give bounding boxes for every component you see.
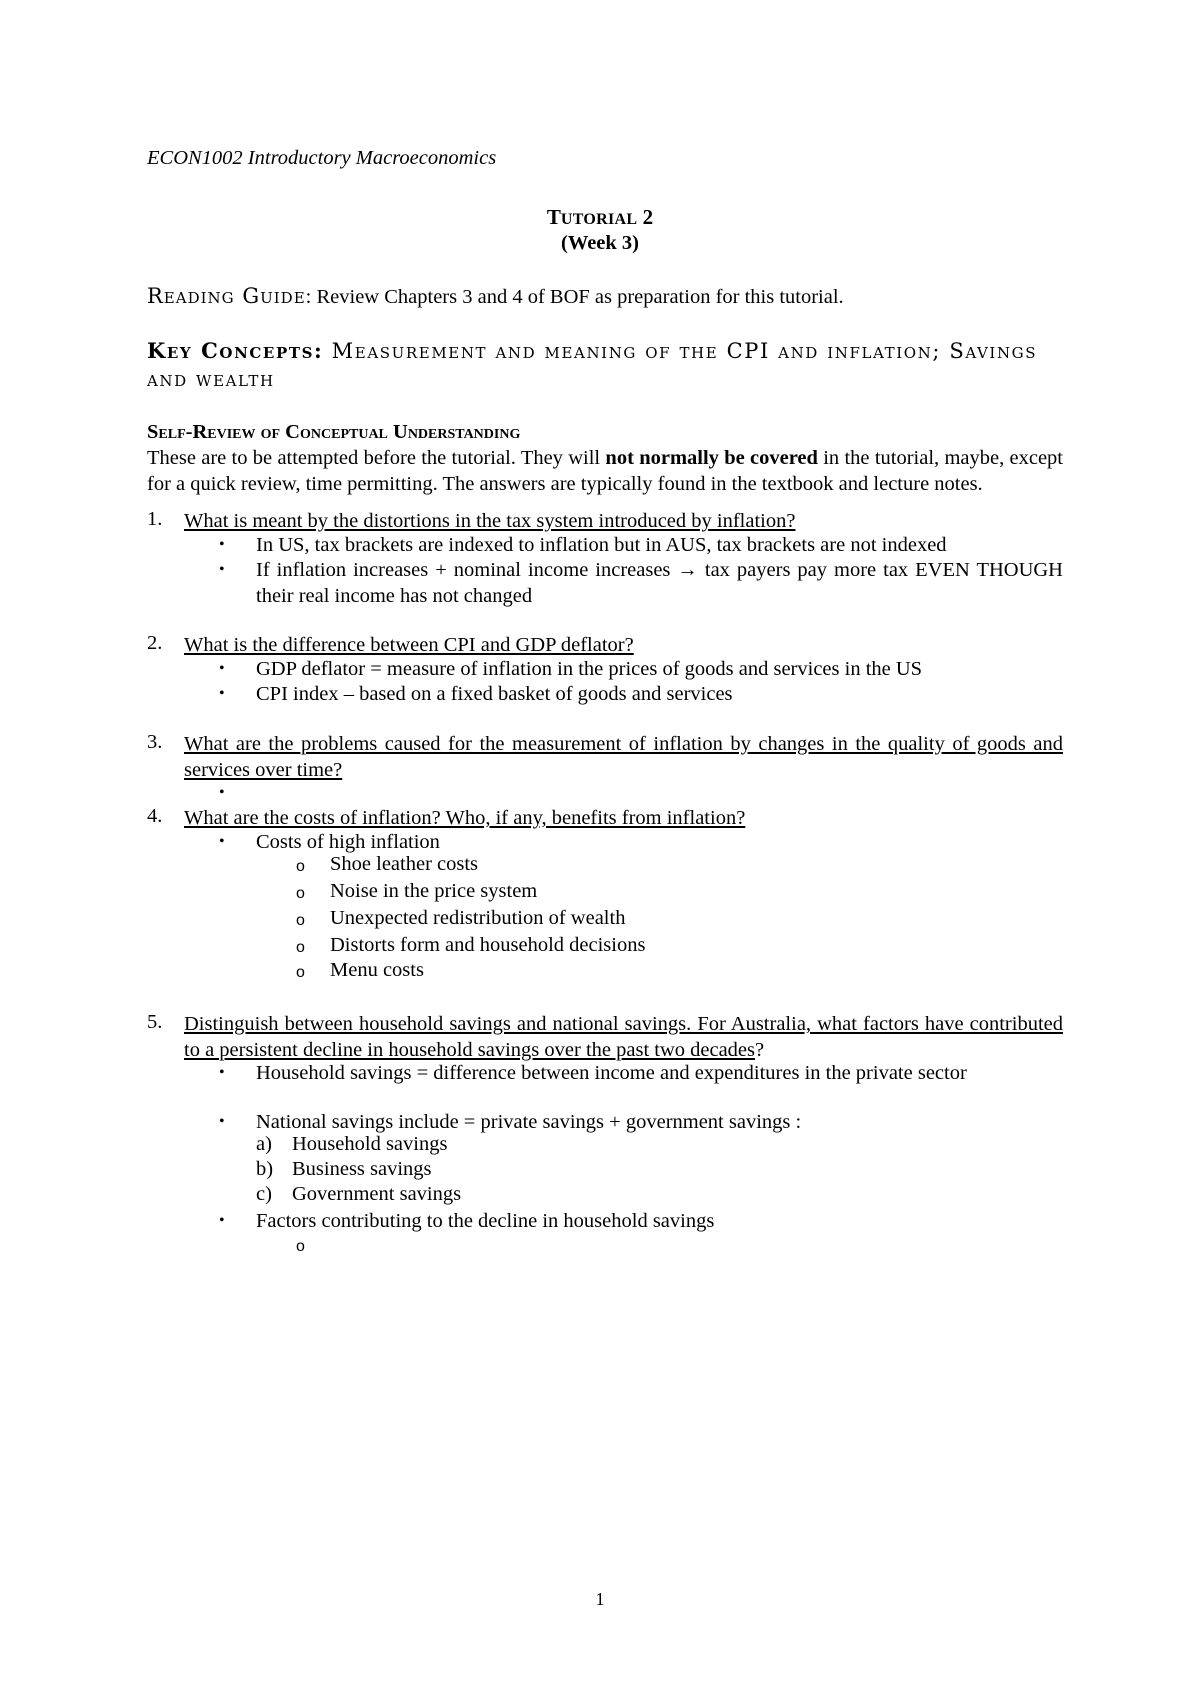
key-concepts (147, 337, 1063, 393)
bullet-text: National savings include = private savings + government savings : (256, 1111, 802, 1133)
sub-bullet-text: Unexpected redistribution of wealth (330, 907, 626, 929)
bullet-text: GDP deflator = measure of inflation in the prices of goods and services in the US (256, 658, 923, 680)
bullet-text: Factors contributing to the decline in household savings (256, 1210, 715, 1232)
sub-bullet-icon: o (296, 858, 305, 875)
title-number: 2 (642, 205, 654, 229)
sub-bullet-text: Noise in the price system (330, 880, 538, 902)
title-rest: UTORIAL (560, 211, 638, 228)
self-review-heading: Self-Review of Conceptual Understanding (147, 421, 521, 443)
bullet-icon: • (219, 685, 225, 702)
list-letter: c) (256, 1183, 272, 1205)
question-text: What are the problems caused for the measurement of inflation by changes in the quality of goods and services over time? (184, 733, 1063, 781)
sub-bullet-icon: o (296, 1238, 305, 1255)
bullet-icon: • (219, 1064, 225, 1081)
list-letter: a) (256, 1133, 272, 1155)
sub-bullet-icon: o (296, 964, 305, 981)
key-concepts-label: Key Concepts: (147, 338, 324, 363)
question-number: 1. (147, 508, 163, 530)
sub-bullet-icon: o (296, 939, 305, 956)
question-text (184, 1011, 1063, 1063)
bullet-text: CPI index – based on a fixed basket of goods and services (256, 683, 733, 705)
bullet-icon: • (219, 784, 225, 801)
question-text: What are the costs of inflation? Who, if any, benefits from inflation? (184, 807, 746, 829)
reading-guide-label: Reading Guide (147, 284, 306, 308)
self-review-bold: not normally be covered (605, 447, 818, 469)
self-review-text-2: in the tutorial, maybe, except for a quick review, time permitting. The answers are typically found in the textbook and lecture notes. (147, 447, 1063, 495)
sub-bullet-icon: o (296, 885, 305, 902)
reading-guide-text: : Review Chapters 3 and 4 of BOF as preparation for this tutorial. (305, 286, 844, 308)
bullet-text: Household savings = difference between income and expenditures in the private sector (256, 1062, 967, 1084)
bullet-icon: • (219, 561, 225, 578)
list-item: Government savings (292, 1183, 462, 1205)
question-number: 2. (147, 632, 163, 654)
bullet-icon: • (219, 1113, 225, 1130)
question-text-tail: ? (755, 1039, 765, 1061)
reading-guide (147, 284, 844, 309)
key-concepts-text: Measurement and meaning of the CPI and inflation; Savings and wealth (147, 339, 1038, 391)
question-number: 5. (147, 1011, 163, 1033)
list-item: Business savings (292, 1158, 432, 1180)
bullet-icon: • (219, 660, 225, 677)
question-number: 4. (147, 805, 163, 827)
question-text-underlined: Distinguish between household savings and national savings. For Australia, what factors have contributed to a persistent decline in household savings over the past two decades (184, 1013, 1063, 1061)
page-number: 1 (595, 1589, 605, 1609)
sub-bullet-text: Shoe leather costs (330, 853, 479, 875)
self-review-paragraph (147, 445, 1063, 497)
list-letter: b) (256, 1158, 274, 1180)
bullet-text: In US, tax brackets are indexed to inflation but in AUS, tax brackets are not indexed (256, 534, 947, 556)
bullet-text: If inflation increases + nominal income increases → tax payers pay more tax EVEN THOUGH their real income has not changed (256, 559, 1063, 607)
course-title: ECON1002 Introductory Macroeconomics (147, 147, 497, 169)
sub-bullet-text: Menu costs (330, 959, 424, 981)
question-number: 3. (147, 731, 163, 753)
list-item: Household savings (292, 1133, 448, 1155)
question-text: What is meant by the distortions in the tax system introduced by inflation? (184, 510, 796, 532)
week-label: (Week 3) (561, 232, 639, 254)
tutorial-title (0, 205, 1200, 230)
bullet-text: Costs of high inflation (256, 831, 440, 853)
sub-bullet-icon: o (296, 912, 305, 929)
bullet-icon: • (219, 833, 225, 850)
sub-bullet-text: Distorts form and household decisions (330, 934, 646, 956)
bullet-icon: • (219, 536, 225, 553)
question-text: What is the difference between CPI and GDP deflator? (184, 634, 634, 656)
bullet-icon: • (219, 1212, 225, 1229)
self-review-text-1: These are to be attempted before the tutorial. They will (147, 447, 606, 469)
title-first-letter: T (546, 205, 561, 229)
